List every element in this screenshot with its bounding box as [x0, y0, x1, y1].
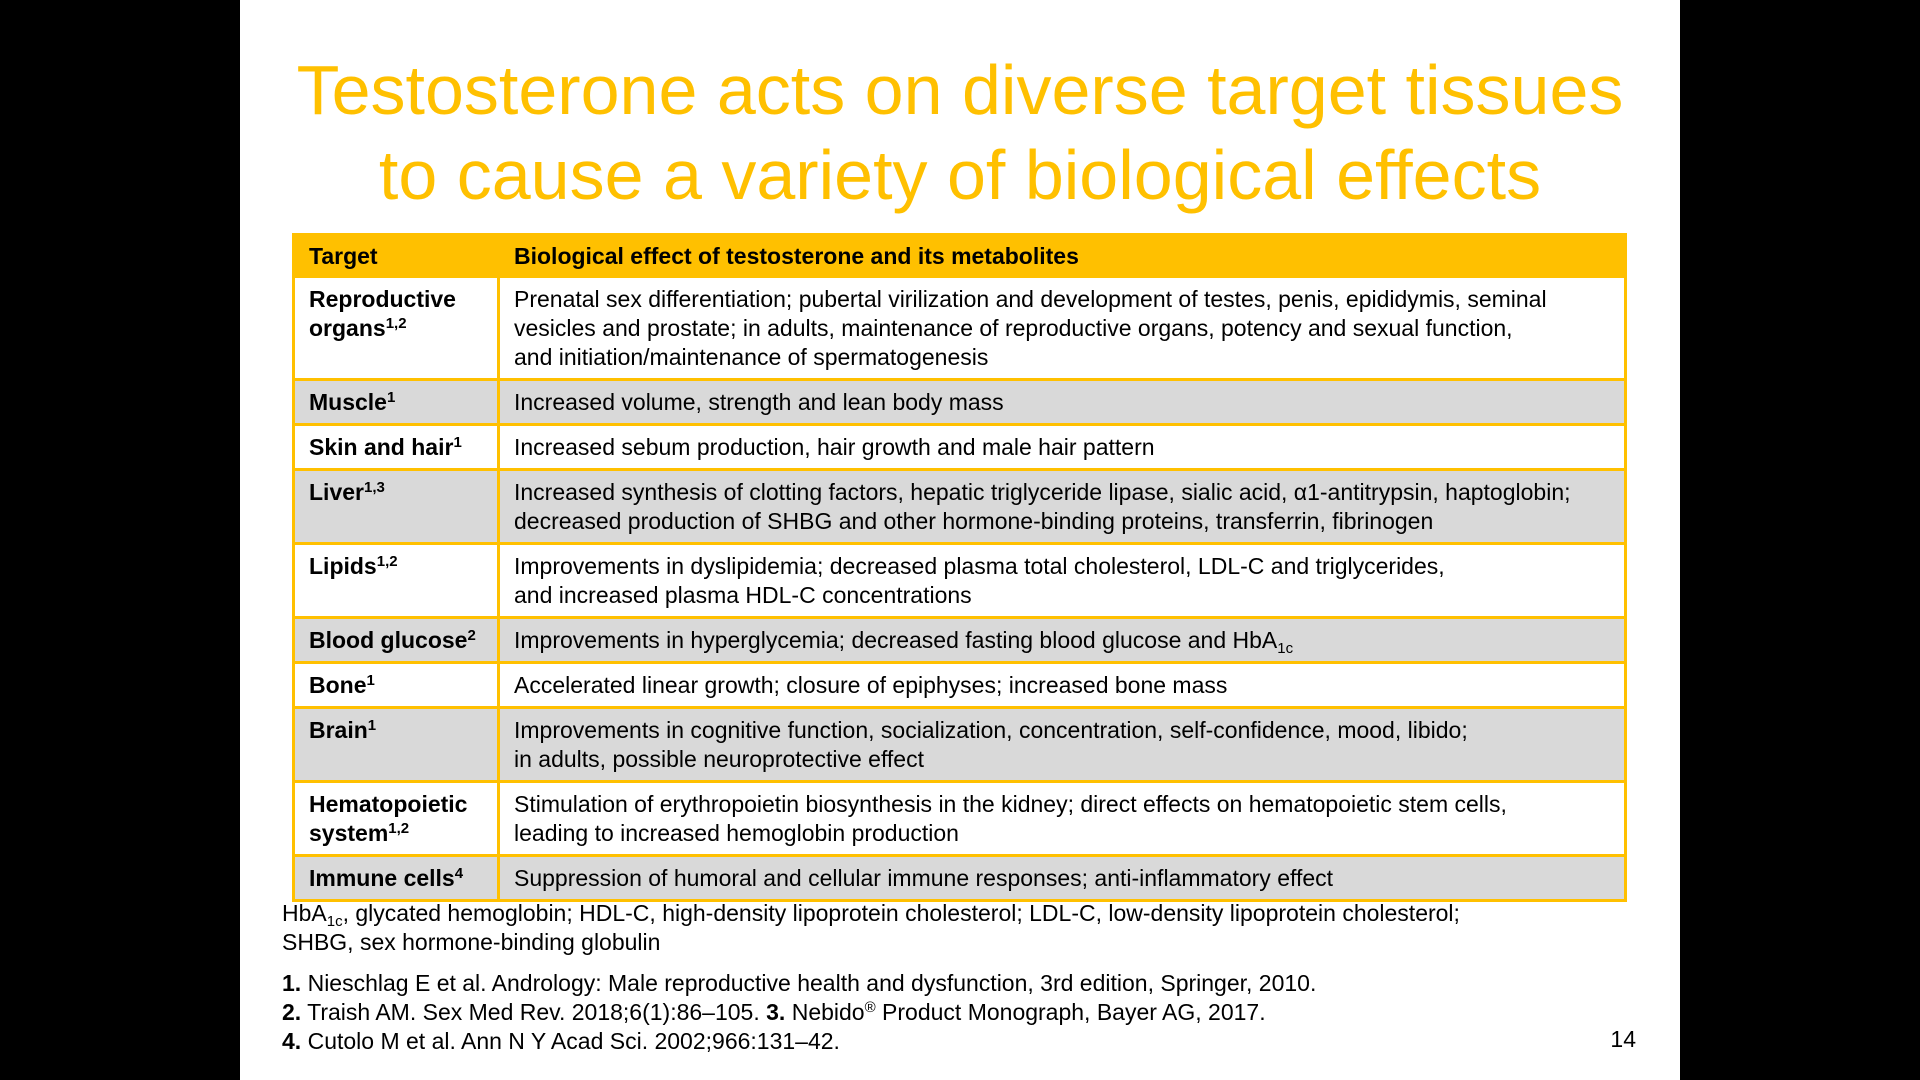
slide-title	[240, 48, 1680, 218]
effect-line: Increased synthesis of clotting factors, hepatic triglyceride lipase, sialic acid, α1-antitrypsin, haptoglobin;	[514, 479, 1571, 505]
effect-cell	[499, 618, 1626, 663]
table-row	[294, 544, 1626, 618]
effect-line: and initiation/maintenance of spermatogenesis	[514, 344, 989, 370]
effect-cell	[499, 544, 1626, 618]
target-label: Skin and hair	[309, 434, 454, 460]
reference-number: 1.	[282, 970, 302, 996]
table-row	[294, 708, 1626, 782]
effect-cell	[499, 380, 1626, 425]
reference-text: Traish AM. Sex Med Rev. 2018;6(1):86–105.	[301, 999, 767, 1025]
target-cell	[294, 425, 499, 470]
target-superscript: 1	[386, 389, 396, 406]
target-cell	[294, 544, 499, 618]
abbrev-line-1-text: , glycated hemoglobin; HDL-C, high-density lipoprotein cholesterol; LDL-C, low-density lipoprotein cholesterol;	[342, 900, 1460, 926]
effect-line: Improvements in hyperglycemia; decreased fasting blood glucose and HbA	[514, 627, 1278, 653]
target-label: Muscle	[309, 389, 387, 415]
reference-4	[282, 1027, 1482, 1056]
target-label: Immune cells	[309, 865, 455, 891]
title-line-2: to cause a variety of biological effects	[378, 136, 1542, 214]
target-label: Hematopoietic system	[309, 791, 468, 846]
target-superscript: 1,2	[376, 553, 398, 570]
effects-table	[292, 233, 1627, 902]
effect-line: Suppression of humoral and cellular immune responses; anti-inflammatory effect	[514, 865, 1334, 891]
target-cell	[294, 663, 499, 708]
effect-cell	[499, 470, 1626, 544]
reference-text: Cutolo M et al. Ann N Y Acad Sci. 2002;966:131–42.	[301, 1028, 840, 1054]
abbrev-hba: HbA	[282, 900, 327, 926]
effect-cell	[499, 856, 1626, 901]
target-superscript: 1	[453, 434, 462, 451]
effect-line: decreased production of SHBG and other hormone-binding proteins, transferrin, fibrinogen	[514, 508, 1434, 534]
slide	[240, 0, 1680, 1080]
table-row	[294, 380, 1626, 425]
target-superscript: 4	[454, 865, 464, 882]
target-superscript: 1,3	[363, 479, 385, 496]
reference-number: 2.	[282, 999, 302, 1025]
table-row	[294, 618, 1626, 663]
table-row	[294, 277, 1626, 380]
effect-subscript: 1c	[1277, 640, 1294, 657]
target-cell	[294, 782, 499, 856]
effect-cell	[499, 663, 1626, 708]
effect-line: leading to increased hemoglobin production	[514, 820, 959, 846]
effect-cell	[499, 708, 1626, 782]
table-header-row	[294, 235, 1626, 277]
reference-number: 3.	[766, 999, 786, 1025]
page-number: 14	[1610, 1026, 1636, 1052]
abbrev-line-1	[282, 899, 1582, 928]
effect-line: Improvements in cognitive function, socialization, concentration, self-confidence, mood, libido;	[514, 717, 1468, 743]
effect-line: Accelerated linear growth; closure of epiphyses; increased bone mass	[514, 672, 1228, 698]
effect-line: Stimulation of erythropoietin biosynthesis in the kidney; direct effects on hematopoietic stem cells,	[514, 791, 1507, 817]
table-row	[294, 782, 1626, 856]
registered-mark: ®	[864, 999, 876, 1016]
table-row	[294, 856, 1626, 901]
abbrev-hba-subscript: 1c	[326, 913, 343, 930]
reference-2-3	[282, 998, 1482, 1027]
effect-cell	[499, 425, 1626, 470]
target-superscript: 1	[366, 672, 375, 689]
header-effect: Biological effect of testosterone and its metabolites	[499, 235, 1626, 277]
target-superscript: 1,2	[385, 315, 407, 332]
abbreviations-footnote	[282, 899, 1582, 957]
reference-number: 4.	[282, 1028, 302, 1054]
target-label: Blood glucose	[309, 627, 468, 653]
target-cell	[294, 856, 499, 901]
header-target: Target	[294, 235, 499, 277]
effect-cell	[499, 277, 1626, 380]
target-label: Bone	[309, 672, 367, 698]
target-label: Lipids	[309, 553, 377, 579]
reference-text: Product Monograph, Bayer AG, 2017.	[875, 999, 1266, 1025]
effect-line: Increased volume, strength and lean body mass	[514, 389, 1004, 415]
target-label: Brain	[309, 717, 368, 743]
target-superscript: 2	[467, 627, 476, 644]
reference-1	[282, 969, 1482, 998]
target-cell	[294, 277, 499, 380]
effect-line: vesicles and prostate; in adults, maintenance of reproductive organs, potency and sexual function,	[514, 315, 1513, 341]
effect-line: Prenatal sex differentiation; pubertal virilization and development of testes, penis, epididymis, seminal	[514, 286, 1547, 312]
target-cell	[294, 618, 499, 663]
effect-line: Increased sebum production, hair growth and male hair pattern	[514, 434, 1155, 460]
effect-line: and increased plasma HDL-C concentrations	[514, 582, 972, 608]
target-label: Liver	[309, 479, 364, 505]
target-cell	[294, 708, 499, 782]
target-label: Reproductive organs	[309, 286, 456, 341]
title-line-1: Testosterone acts on diverse target tissues	[296, 51, 1624, 129]
references	[282, 969, 1482, 1056]
table-row	[294, 663, 1626, 708]
target-superscript: 1,2	[388, 820, 410, 837]
table-row	[294, 470, 1626, 544]
target-superscript: 1	[367, 717, 377, 734]
reference-text: Nebido	[785, 999, 865, 1025]
target-cell	[294, 470, 499, 544]
target-cell	[294, 380, 499, 425]
reference-text: Nieschlag E et al. Andrology: Male reproductive health and dysfunction, 3rd edition, Springer, 2010.	[301, 970, 1317, 996]
effect-line: Improvements in dyslipidemia; decreased plasma total cholesterol, LDL-C and triglycerides,	[514, 553, 1445, 579]
effect-line: in adults, possible neuroprotective effect	[514, 746, 924, 772]
abbrev-line-2: SHBG, sex hormone-binding globulin	[282, 929, 661, 955]
table-row	[294, 425, 1626, 470]
effect-cell	[499, 782, 1626, 856]
